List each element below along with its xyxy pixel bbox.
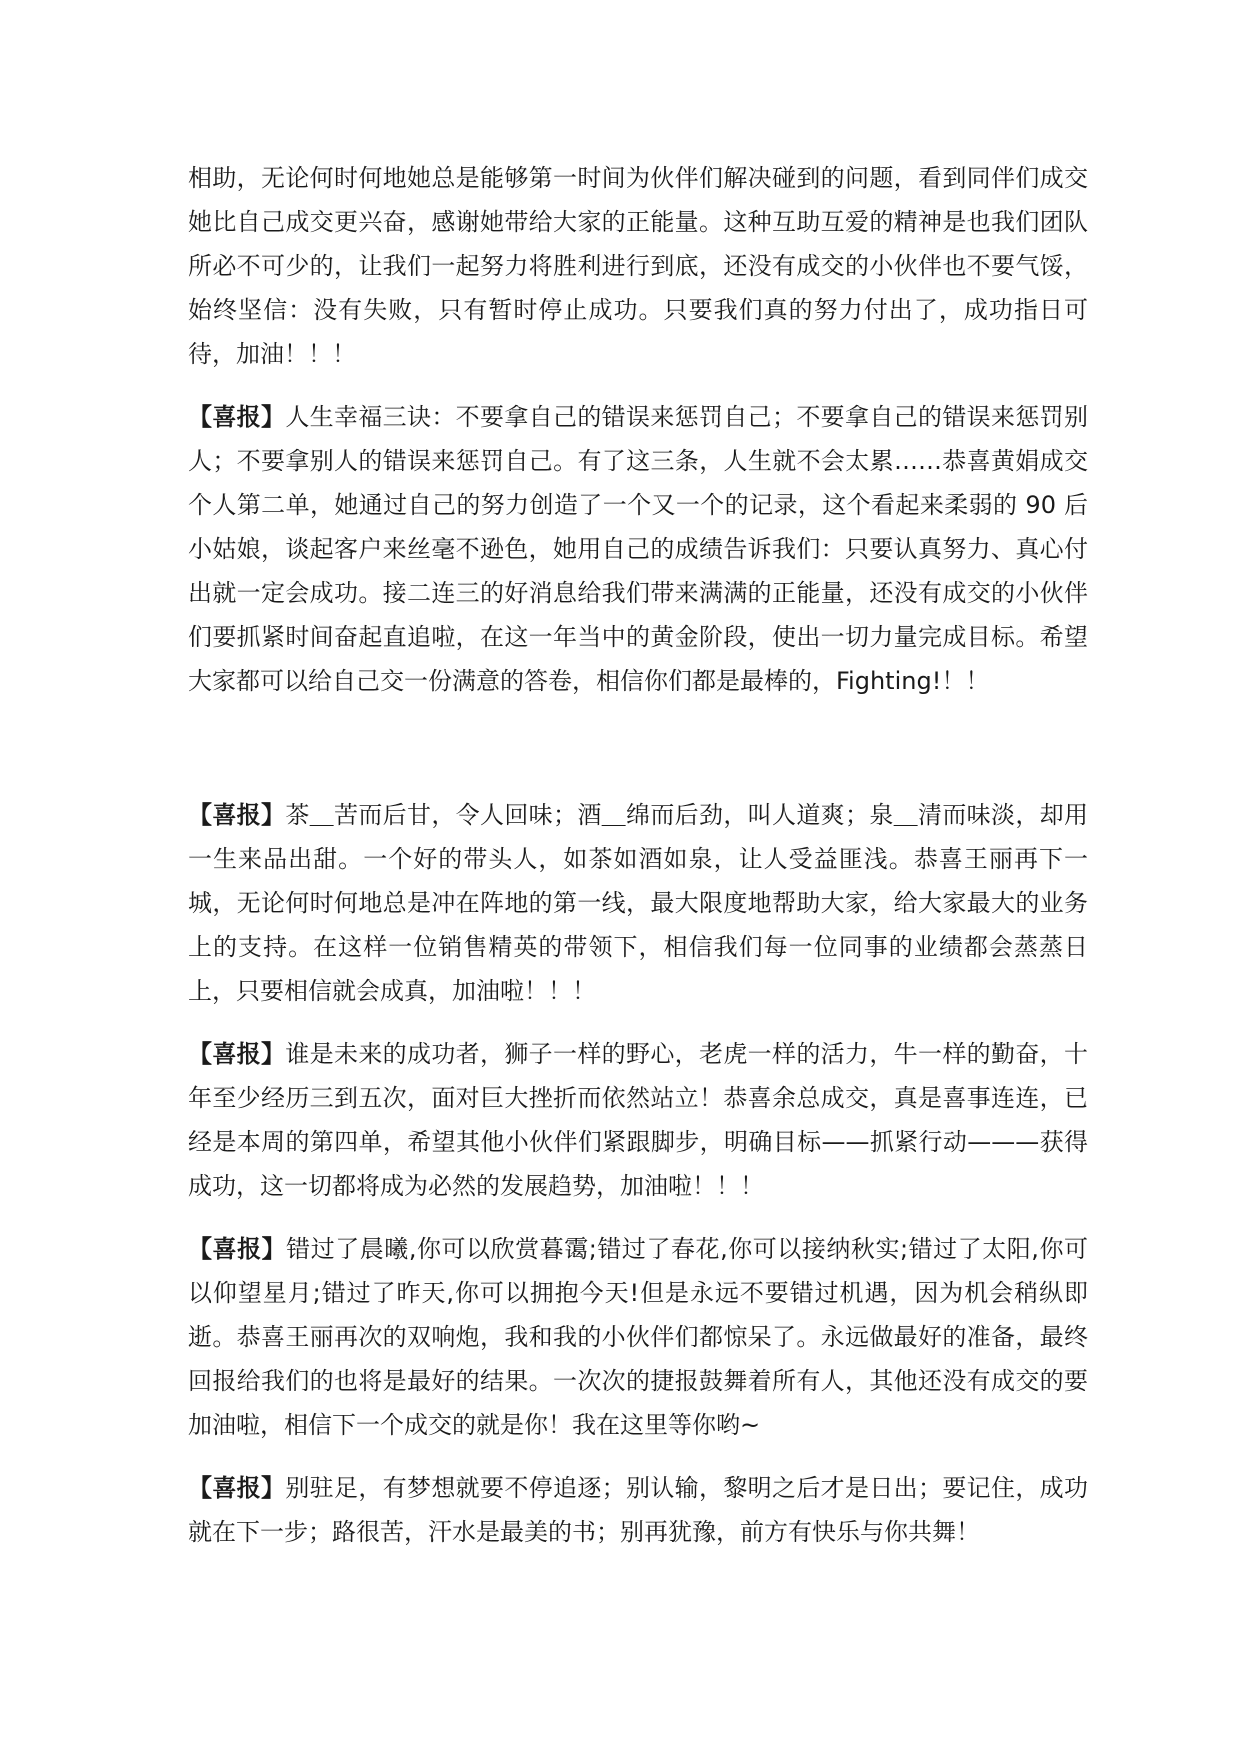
section-spacer <box>188 703 1088 793</box>
announcement-tag: 【喜报】 <box>188 1040 286 1068</box>
document-body <box>188 156 1088 1554</box>
paragraph-continued <box>188 156 1088 376</box>
paragraph-announcement <box>188 793 1088 1013</box>
announcement-tag: 【喜报】 <box>188 403 286 431</box>
announcement-tag: 【喜报】 <box>188 801 286 829</box>
paragraph-text: 人生幸福三诀：不要拿自己的错误来惩罚自己；不要拿自己的错误来惩罚别人；不要拿别人的错误来惩罚自己。有了这三条，人生就不会太累……恭喜黄娟成交个人第二单，她通过自己的努力创造了一个又一个的记录，这个看起来柔弱的 90 后小姑娘，谈起客户来丝毫不逊色，她用自己的成绩告诉我们：只要认真努力、真心付出就一定会成功。接二连三的好消息给我们带来满满的正能量，还没有成交的小伙伴们要抓紧时间奋起直追啦，在这一年当中的黄金阶段，使出一切力量完成目标。希望大家都可以给自己交一份满意的答卷，相信你们都是最棒的，Fighting!！！ <box>188 403 1089 695</box>
paragraph-text: 相助，无论何时何地她总是能够第一时间为伙伴们解决碰到的问题，看到同伴们成交她比自己成交更兴奋，感谢她带给大家的正能量。这种互助互爱的精神是也我们团队所必不可少的，让我们一起努力将胜利进行到底，还没有成交的小伙伴也不要气馁，始终坚信：没有失败，只有暂时停止成功。只要我们真的努力付出了，成功指日可待，加油！！！ <box>188 164 1088 368</box>
paragraph-text: 谁是未来的成功者，狮子一样的野心，老虎一样的活力，牛一样的勤奋，十年至少经历三到五次，面对巨大挫折而依然站立！恭喜余总成交，真是喜事连连，已经是本周的第四单，希望其他小伙伴们紧跟脚步，明确目标——抓紧行动———获得成功，这一切都将成为必然的发展趋势，加油啦！！！ <box>188 1040 1089 1200</box>
paragraph-text: 茶＿苦而后甘，令人回味；酒＿绵而后劲，叫人道爽；泉＿清而味淡，却用一生来品出甜。一个好的带头人，如茶如酒如泉，让人受益匪浅。恭喜王丽再下一城，无论何时何地总是冲在阵地的第一线，最大限度地帮助大家，给大家最大的业务上的支持。在这样一位销售精英的带领下，相信我们每一位同事的业绩都会蒸蒸日上，只要相信就会成真，加油啦！！！ <box>188 801 1089 1005</box>
paragraph-announcement <box>188 1227 1088 1447</box>
announcement-tag: 【喜报】 <box>188 1235 287 1263</box>
paragraph-announcement <box>188 1032 1088 1208</box>
paragraph-spacer <box>188 1208 1088 1227</box>
paragraph-spacer <box>188 1447 1088 1466</box>
announcement-tag: 【喜报】 <box>188 1474 286 1502</box>
paragraph-announcement <box>188 395 1088 703</box>
paragraph-spacer <box>188 1013 1088 1032</box>
paragraph-spacer <box>188 376 1088 395</box>
paragraph-text: 错过了晨曦,你可以欣赏暮霭;错过了春花,你可以接纳秋实;错过了太阳,你可以仰望星月;错过了昨天,你可以拥抱今天!但是永远不要错过机遇，因为机会稍纵即逝。恭喜王丽再次的双响炮，我和我的小伙伴们都惊呆了。永远做最好的准备，最终回报给我们的也将是最好的结果。一次次的捷报鼓舞着所有人，其他还没有成交的要加油啦，相信下一个成交的就是你！我在这里等你哟~ <box>188 1235 1089 1439</box>
paragraph-text: 别驻足，有梦想就要不停追逐；别认输，黎明之后才是日出；要记住，成功就在下一步；路很苦，汗水是最美的书；别再犹豫，前方有快乐与你共舞！ <box>188 1474 1089 1546</box>
paragraph-announcement <box>188 1466 1088 1554</box>
